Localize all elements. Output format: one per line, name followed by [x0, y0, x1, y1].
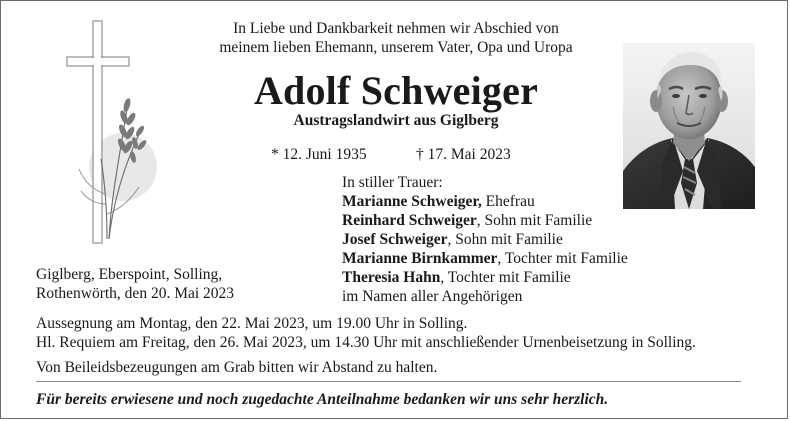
- condolence-note: Von Beileidsbezeugungen am Grab bitten wir Abstand zu halten.: [36, 359, 438, 376]
- mourners-list: [342, 173, 752, 306]
- intro-line-1: In Liebe und Dankbarkeit nehmen wir Abschied von: [233, 20, 559, 37]
- mourner-entry: [342, 268, 752, 287]
- mourner-entry: [342, 249, 752, 268]
- service-line-2: Hl. Requiem am Freitag, den 26. Mai 2023, um 14.30 Uhr mit anschließender Urnenbeisetzung in Solling.: [36, 334, 696, 351]
- mourner-relation: , Tochter mit Familie: [440, 269, 571, 286]
- thanks-note: Für bereits erwiesene und noch zugedachte Anteilnahme bedanken wir uns sehr herzlich.: [36, 391, 609, 408]
- intro-line-2: meinem lieben Ehemann, unserem Vater, Opa und Uropa: [219, 39, 573, 56]
- place-and-date: [36, 265, 234, 303]
- mourner-relation: , Tochter mit Familie: [497, 250, 628, 267]
- place-line-1: Giglberg, Eberspoint, Solling,: [36, 266, 223, 283]
- service-line-1: Aussegnung am Montag, den 22. Mai 2023, um 19.00 Uhr in Solling.: [36, 315, 468, 332]
- mourner-relation: , Sohn mit Familie: [447, 231, 563, 248]
- mourner-relation: Ehefrau: [481, 193, 535, 210]
- mourner-name: Reinhard Schweiger: [342, 212, 477, 229]
- intro-text: [131, 19, 661, 57]
- mourner-entry: [342, 192, 752, 211]
- mourner-entry: [342, 230, 752, 249]
- mourner-name: Marianne Birnkammer: [342, 250, 498, 267]
- mourner-name: Marianne Schweiger,: [342, 193, 482, 210]
- mourner-name: Josef Schweiger: [342, 231, 448, 248]
- service-details: [36, 314, 696, 352]
- mourner-relation: , Sohn mit Familie: [476, 212, 593, 229]
- deceased-name: Adolf Schweiger: [253, 68, 539, 113]
- mourner-entry: [342, 211, 752, 230]
- death-date: † 17. Mai 2023: [416, 146, 511, 163]
- mourners-heading: In stiller Trauer:: [342, 174, 443, 191]
- deceased-occupation: Austragslandwirt aus Giglberg: [293, 112, 499, 129]
- mourner-name: Theresia Hahn: [342, 269, 441, 286]
- mourners-closing: im Namen aller Angehörigen: [342, 288, 523, 305]
- birth-date: * 12. Juni 1935: [271, 146, 367, 163]
- divider: [36, 381, 741, 382]
- place-line-2: Rothenwörth, den 20. Mai 2023: [36, 285, 235, 302]
